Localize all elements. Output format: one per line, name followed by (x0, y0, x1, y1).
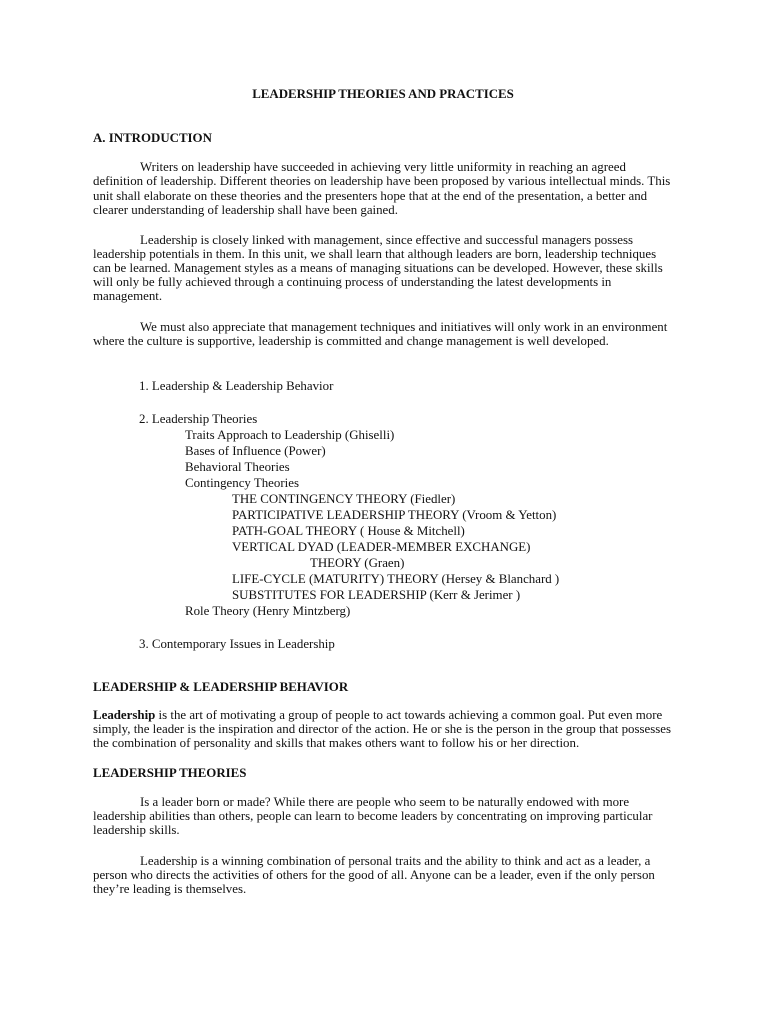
outline-theory-life-cycle: LIFE-CYCLE (MATURITY) THEORY (Hersey & Blanchard ) (232, 572, 560, 586)
outline-subitem-contingency: Contingency Theories (185, 476, 299, 490)
paragraph-line: We must also appreciate that management techniques and initiatives will only work in an environment (140, 320, 668, 334)
outline-theory-substitutes: SUBSTITUTES FOR LEADERSHIP (Kerr & Jerimer ) (232, 588, 521, 602)
paragraph-line: will only be fully achieved through a continuing process of understanding the latest developments in (93, 275, 612, 289)
paragraph-line: they’re leading is themselves. (93, 882, 247, 896)
outline-theory-path-goal: PATH-GOAL THEORY ( House & Mitchell) (232, 524, 465, 538)
paragraph-line: where the culture is supportive, leadership is committed and change management is well developed. (93, 334, 609, 348)
outline-subitem-bases: Bases of Influence (Power) (185, 444, 326, 458)
paragraph-line-text: is the art of motivating a group of people to act towards achieving a common goal. Put even more (158, 708, 663, 722)
outline-subitem-role-theory: Role Theory (Henry Mintzberg) (185, 604, 351, 618)
paragraph-line (93, 708, 662, 723)
outline-item-2: 2. Leadership Theories (139, 412, 258, 426)
paragraph-line: clearer understanding of leadership shall have been gained. (93, 203, 398, 217)
paragraph-line: definition of leadership. Different theories on leadership have been proposed by various intellectual minds. This (93, 174, 671, 188)
outline-theory-vertical-dyad: VERTICAL DYAD (LEADER-MEMBER EXCHANGE) (232, 540, 531, 554)
document-title: LEADERSHIP THEORIES AND PRACTICES (252, 87, 514, 101)
paragraph-line: the combination of personality and skills that makes others want to follow his or her direction. (93, 736, 580, 750)
outline-theory-participative: PARTICIPATIVE LEADERSHIP THEORY (Vroom & Yetton) (232, 508, 557, 522)
behavior-section-heading: LEADERSHIP & LEADERSHIP BEHAVIOR (93, 680, 349, 694)
outline-subitem-behavioral: Behavioral Theories (185, 460, 290, 474)
paragraph-line: management. (93, 289, 163, 303)
outline-item-3: 3. Contemporary Issues in Leadership (139, 637, 335, 651)
paragraph-line: unit shall elaborate on these theories and the presenters hope that at the end of the presentation, a better and (93, 189, 648, 203)
paragraph-line: Writers on leadership have succeeded in achieving very little uniformity in reaching an agreed (140, 160, 626, 174)
outline-theory-vertical-dyad-continuation: THEORY (Graen) (310, 556, 405, 570)
paragraph-line: can be learned. Management styles as a means of managing situations can be developed. However, these skills (93, 261, 663, 275)
paragraph-line: Is a leader born or made? While there are people who seem to be naturally endowed with more (140, 795, 630, 809)
paragraph-line: Leadership is closely linked with management, since effective and successful managers possess (140, 233, 634, 247)
paragraph-line: simply, the leader is the inspiration and director of the action. He or she is the person in the group that possesses (93, 722, 672, 736)
introduction-heading: A. INTRODUCTION (93, 131, 212, 145)
paragraph-line: person who directs the activities of others for the good of all. Anyone can be a leader, even if the only person (93, 868, 655, 882)
outline-item-1: 1. Leadership & Leadership Behavior (139, 379, 334, 393)
paragraph-line: Leadership is a winning combination of personal traits and the ability to think and act as a leader, a (140, 854, 651, 868)
outline-subitem-traits: Traits Approach to Leadership (Ghiselli) (185, 428, 395, 442)
paragraph-line: leadership potentials in them. In this unit, we shall learn that although leaders are born, leadership techniques (93, 247, 657, 261)
paragraph-line: leadership skills. (93, 823, 180, 837)
outline-theory-fiedler: THE CONTINGENCY THEORY (Fiedler) (232, 492, 456, 506)
leadership-term: Leadership (93, 708, 156, 722)
theories-section-heading: LEADERSHIP THEORIES (93, 766, 247, 780)
paragraph-line: leadership abilities than others, people can learn to become leaders by concentrating on improving particular (93, 809, 653, 823)
